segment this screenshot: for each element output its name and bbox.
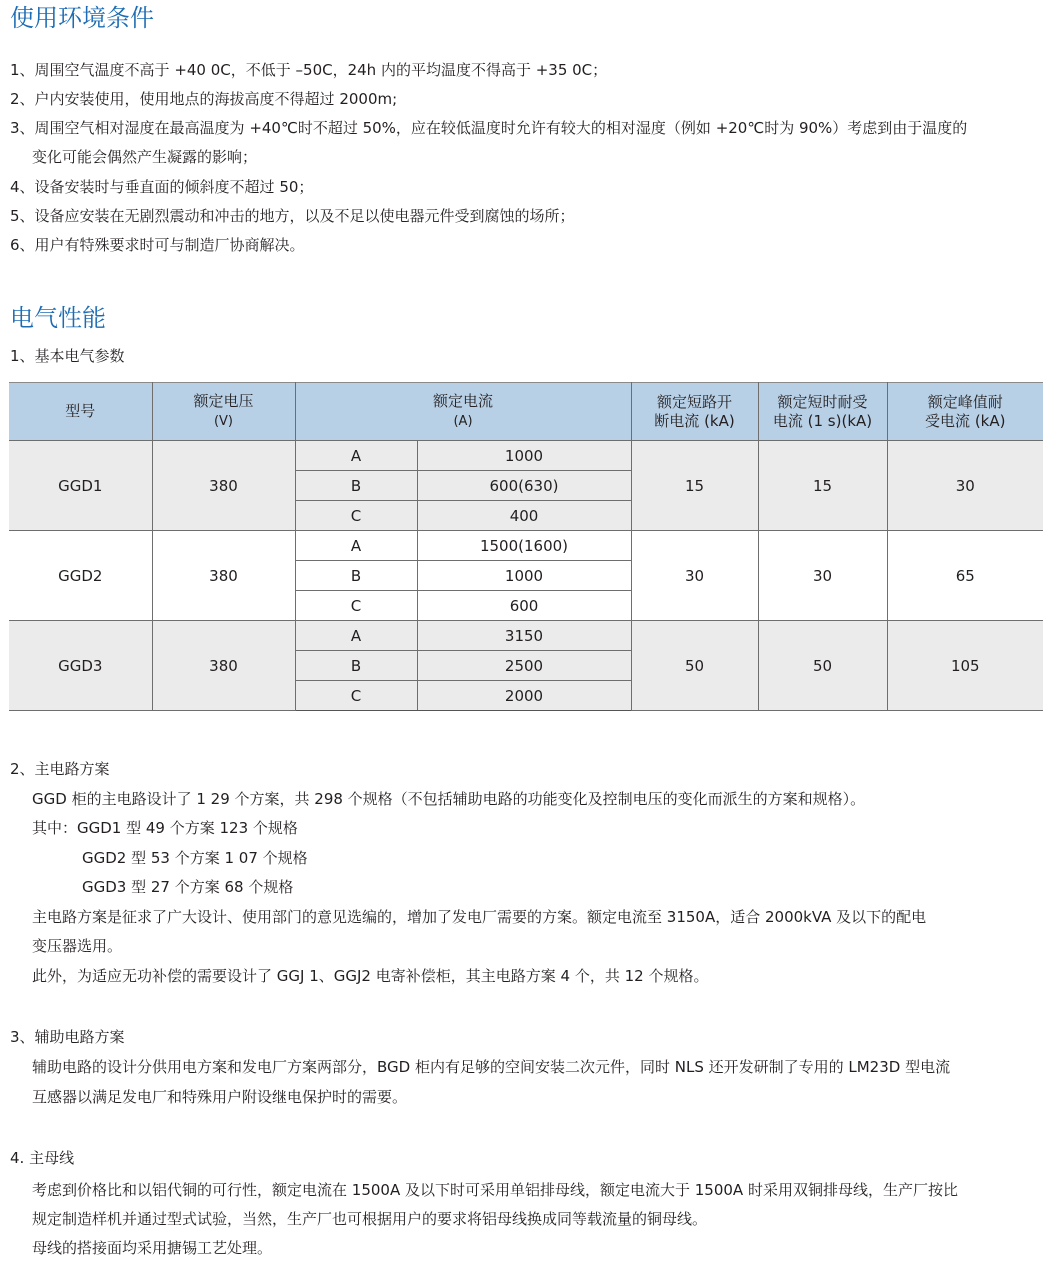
env-item-6: 6、用户有特殊要求时可与制造厂协商解决。: [10, 236, 305, 254]
header-short-time-current: 额定短时耐受 电流 (1 s)(kA): [758, 383, 887, 441]
header-voltage: 额定电压 (V): [152, 383, 295, 441]
section-title-environment: 使用环境条件: [10, 4, 154, 32]
cell-current: 400: [417, 501, 631, 531]
cell-break-current: 50: [631, 621, 758, 711]
cell-peak-current: 30: [887, 441, 1043, 531]
cell-current: 1500(1600): [417, 531, 631, 561]
env-item-4: 4、设备安装时与垂直面的倾斜度不超过 50；: [10, 178, 314, 196]
cell-short-time-current: 30: [758, 531, 887, 621]
env-item-2: 2、户内安装使用，使用地点的海拔高度不得超过 2000m;: [10, 90, 398, 108]
env-item-1: 1、周围空气温度不高于 +40 0C，不低于 –50C，24h 内的平均温度不得高于 +35 0C；: [10, 61, 608, 79]
cell-break-current: 30: [631, 531, 758, 621]
cell-grade: A: [295, 531, 417, 561]
cell-current: 2000: [417, 681, 631, 711]
cell-break-current: 15: [631, 441, 758, 531]
cell-peak-current: 65: [887, 531, 1043, 621]
header-peak-current: 额定峰值耐 受电流 (kA): [887, 383, 1043, 441]
main-busbar-line: 规定制造样机并通过型式试验，当然，生产厂也可根据用户的要求将铝母线换成同等载流量的铜母线。: [32, 1210, 708, 1228]
cell-grade: A: [295, 621, 417, 651]
cell-model: GGD2: [9, 531, 152, 621]
electrical-params-table: [9, 382, 1043, 711]
main-busbar-line: 考虑到价格比和以铝代铜的可行性，额定电流在 1500A 及以下时可采用单铝排母线，额定电流大于 1500A 时采用双铜排母线，生产厂按比: [32, 1181, 958, 1199]
subsection-main-busbar-title: 4. 主母线: [10, 1149, 75, 1167]
header-current: 额定电流 (A): [295, 383, 631, 441]
cell-voltage: 380: [152, 531, 295, 621]
aux-circuit-line: 互感器以满足发电厂和特殊用户附设继电保护时的需要。: [32, 1088, 408, 1106]
cell-peak-current: 105: [887, 621, 1043, 711]
main-circuit-line: 此外，为适应无功补偿的需要设计了 GGJ 1、GGJ2 电寄补偿柜，其主电路方案 4 个，共 12 个规格。: [32, 967, 709, 985]
cell-grade: C: [295, 591, 417, 621]
main-circuit-line: 主电路方案是征求了广大设计、使用部门的意见选编的，增加了发电厂需要的方案。额定电流至 3150A，适合 2000kVA 及以下的配电: [32, 908, 927, 926]
cell-grade: C: [295, 501, 417, 531]
table-header-row: [9, 383, 1043, 441]
env-item-3: 3、周围空气相对湿度在最高温度为 +40℃时不超过 50%，应在较低温度时允许有较大的相对湿度（例如 +20℃时为 90%）考虑到由于温度的: [10, 119, 968, 137]
aux-circuit-line: 辅助电路的设计分供用电方案和发电厂方案两部分，BGD 柜内有足够的空间安装二次元件，同时 NLS 还开发研制了专用的 LM23D 型电流: [32, 1058, 951, 1076]
cell-current: 1000: [417, 441, 631, 471]
cell-model: GGD1: [9, 441, 152, 531]
table-row: [9, 531, 1043, 561]
table-row: [9, 621, 1043, 651]
cell-grade: B: [295, 471, 417, 501]
cell-current: 2500: [417, 651, 631, 681]
main-circuit-line: GGD 柜的主电路设计了 1 29 个方案，共 298 个规格（不包括辅助电路的功能变化及控制电压的变化而派生的方案和规格）。: [32, 790, 866, 808]
main-circuit-line: GGD3 型 27 个方案 68 个规格: [82, 878, 294, 896]
cell-model: GGD3: [9, 621, 152, 711]
table-row: [9, 441, 1043, 471]
main-circuit-line: 其中：GGD1 型 49 个方案 123 个规格: [32, 819, 298, 837]
main-busbar-line: 母线的搭接面均采用搪锡工艺处理。: [32, 1239, 273, 1257]
cell-voltage: 380: [152, 621, 295, 711]
cell-grade: A: [295, 441, 417, 471]
cell-current: 600: [417, 591, 631, 621]
cell-current: 600(630): [417, 471, 631, 501]
env-item-3-cont: 变化可能会偶然产生凝露的影响；: [32, 148, 258, 166]
cell-short-time-current: 50: [758, 621, 887, 711]
subsection-aux-circuit-title: 3、辅助电路方案: [10, 1028, 125, 1046]
cell-short-time-current: 15: [758, 441, 887, 531]
env-item-5: 5、设备应安装在无剧烈震动和冲击的地方，以及不足以使电器元件受到腐蚀的场所；: [10, 207, 575, 225]
section-title-electrical: 电气性能: [10, 304, 106, 332]
cell-grade: C: [295, 681, 417, 711]
main-circuit-line: 变压器选用。: [32, 937, 123, 955]
cell-voltage: 380: [152, 441, 295, 531]
cell-grade: B: [295, 651, 417, 681]
header-model: 型号: [9, 383, 152, 441]
cell-current: 1000: [417, 561, 631, 591]
cell-grade: B: [295, 561, 417, 591]
subsection-basic-params: 1、基本电气参数: [10, 347, 125, 365]
cell-current: 3150: [417, 621, 631, 651]
main-circuit-line: GGD2 型 53 个方案 1 07 个规格: [82, 849, 308, 867]
subsection-main-circuit-title: 2、主电路方案: [10, 760, 110, 778]
header-break-current: 额定短路开 断电流 (kA): [631, 383, 758, 441]
